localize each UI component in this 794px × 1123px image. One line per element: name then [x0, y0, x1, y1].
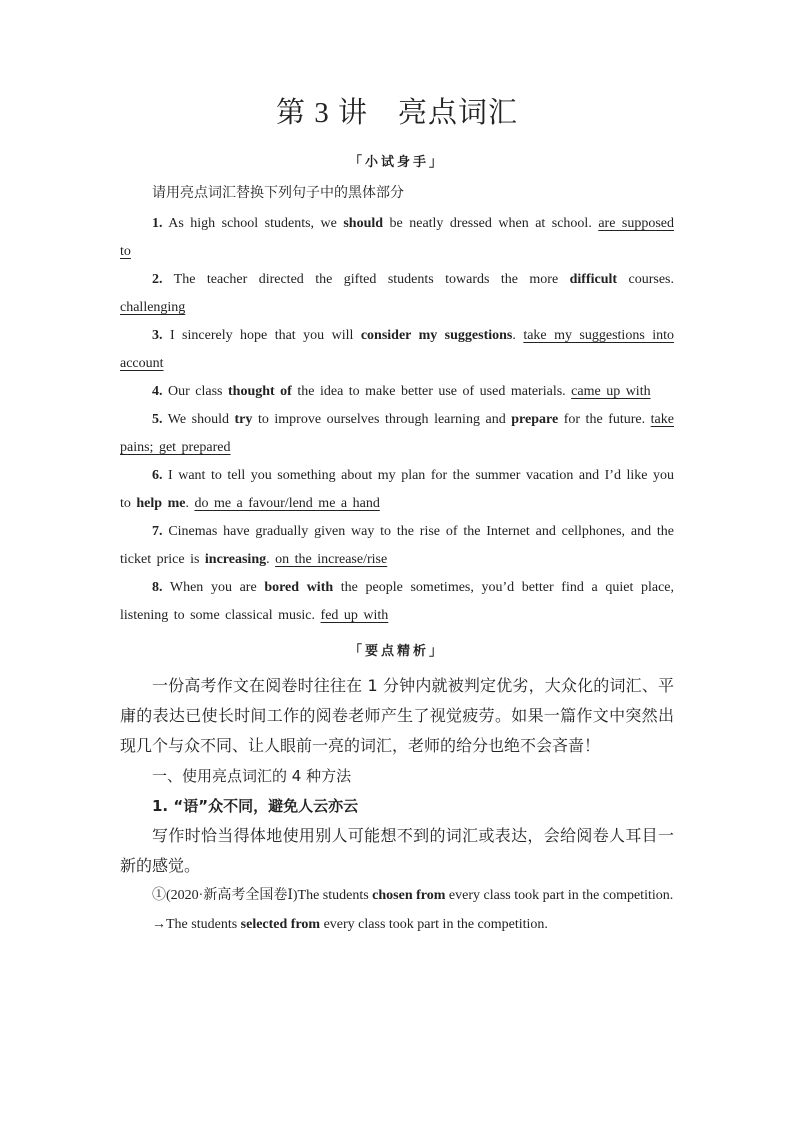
section-tag-key-points: 「要点精析」 [348, 644, 445, 659]
answer-text: take pains; get prepared [120, 412, 674, 455]
answer-text: do me a favour/lend me a hand [194, 496, 380, 511]
exercise-item-5: 5. We should try to improve ourselves through learning and prepare for the future. take pains; get prepared [120, 412, 674, 455]
exercise-list [120, 210, 674, 630]
document-page [120, 90, 674, 939]
exercise-item-3: 3. I sincerely hope that you will consider my suggestions. take my suggestions into account [120, 328, 674, 371]
exercise-item-4: 4. Our class thought of the idea to make better use of used materials. came up with [152, 384, 651, 399]
method-description: 写作时恰当得体地使用别人可能想不到的词汇或表达，会给阅卷人耳目一新的感觉。 [120, 826, 674, 875]
answer-text: came up with [571, 384, 651, 399]
exercise-item-8: 8. When you are bored with the people sometimes, you’d better find a quiet place, listening to some classical music. fed up with [120, 580, 675, 623]
example-sentence-1: ①(2020·新高考全国卷Ⅰ)The students chosen from every class took part in the competition. [152, 888, 674, 903]
method-subheading: 1. “语”众不同，避免人云亦云 [152, 797, 359, 815]
answer-text: are supposed to [120, 216, 674, 259]
exercise-item-2: 2. The teacher directed the gifted students towards the more difficult courses. challenging [120, 272, 674, 315]
page-title: 第 3 讲 亮点词汇 [275, 97, 518, 129]
method-heading: 一、使用亮点词汇的 4 种方法 [152, 767, 352, 785]
instruction-text: 请用亮点词汇替换下列句子中的黑体部分 [152, 185, 404, 201]
exercise-item-6: 6. I want to tell you something about my plan for the summer vacation and I’d like you to help me. do me a favour/lend me a hand [120, 468, 674, 511]
exercise-item-7: 7. Cinemas have gradually given way to the rise of the Internet and cellphones, and the ticket price is increasing. on the increase/rise [120, 524, 674, 567]
answer-text: fed up with [320, 608, 389, 623]
answer-text: take my suggestions into account [120, 328, 674, 371]
intro-paragraph: 一份高考作文在阅卷时往往在 1 分钟内就被判定优劣，大众化的词汇、平庸的表达已使长时间工作的阅卷老师产生了视觉疲劳。如果一篇作文中突然出现几个与众不同、让人眼前一亮的词汇，老师的给分也绝不会吝啬！ [120, 676, 674, 755]
section-tag-practice: 「小试身手」 [348, 155, 445, 170]
answer-text: challenging [120, 300, 186, 315]
answer-text: on the increase/rise [275, 552, 388, 567]
exercise-item-1: 1. As high school students, we should be neatly dressed when at school. are supposed to [120, 216, 674, 259]
example-sentence-2: →The students selected from every class took part in the competition. [152, 917, 548, 932]
